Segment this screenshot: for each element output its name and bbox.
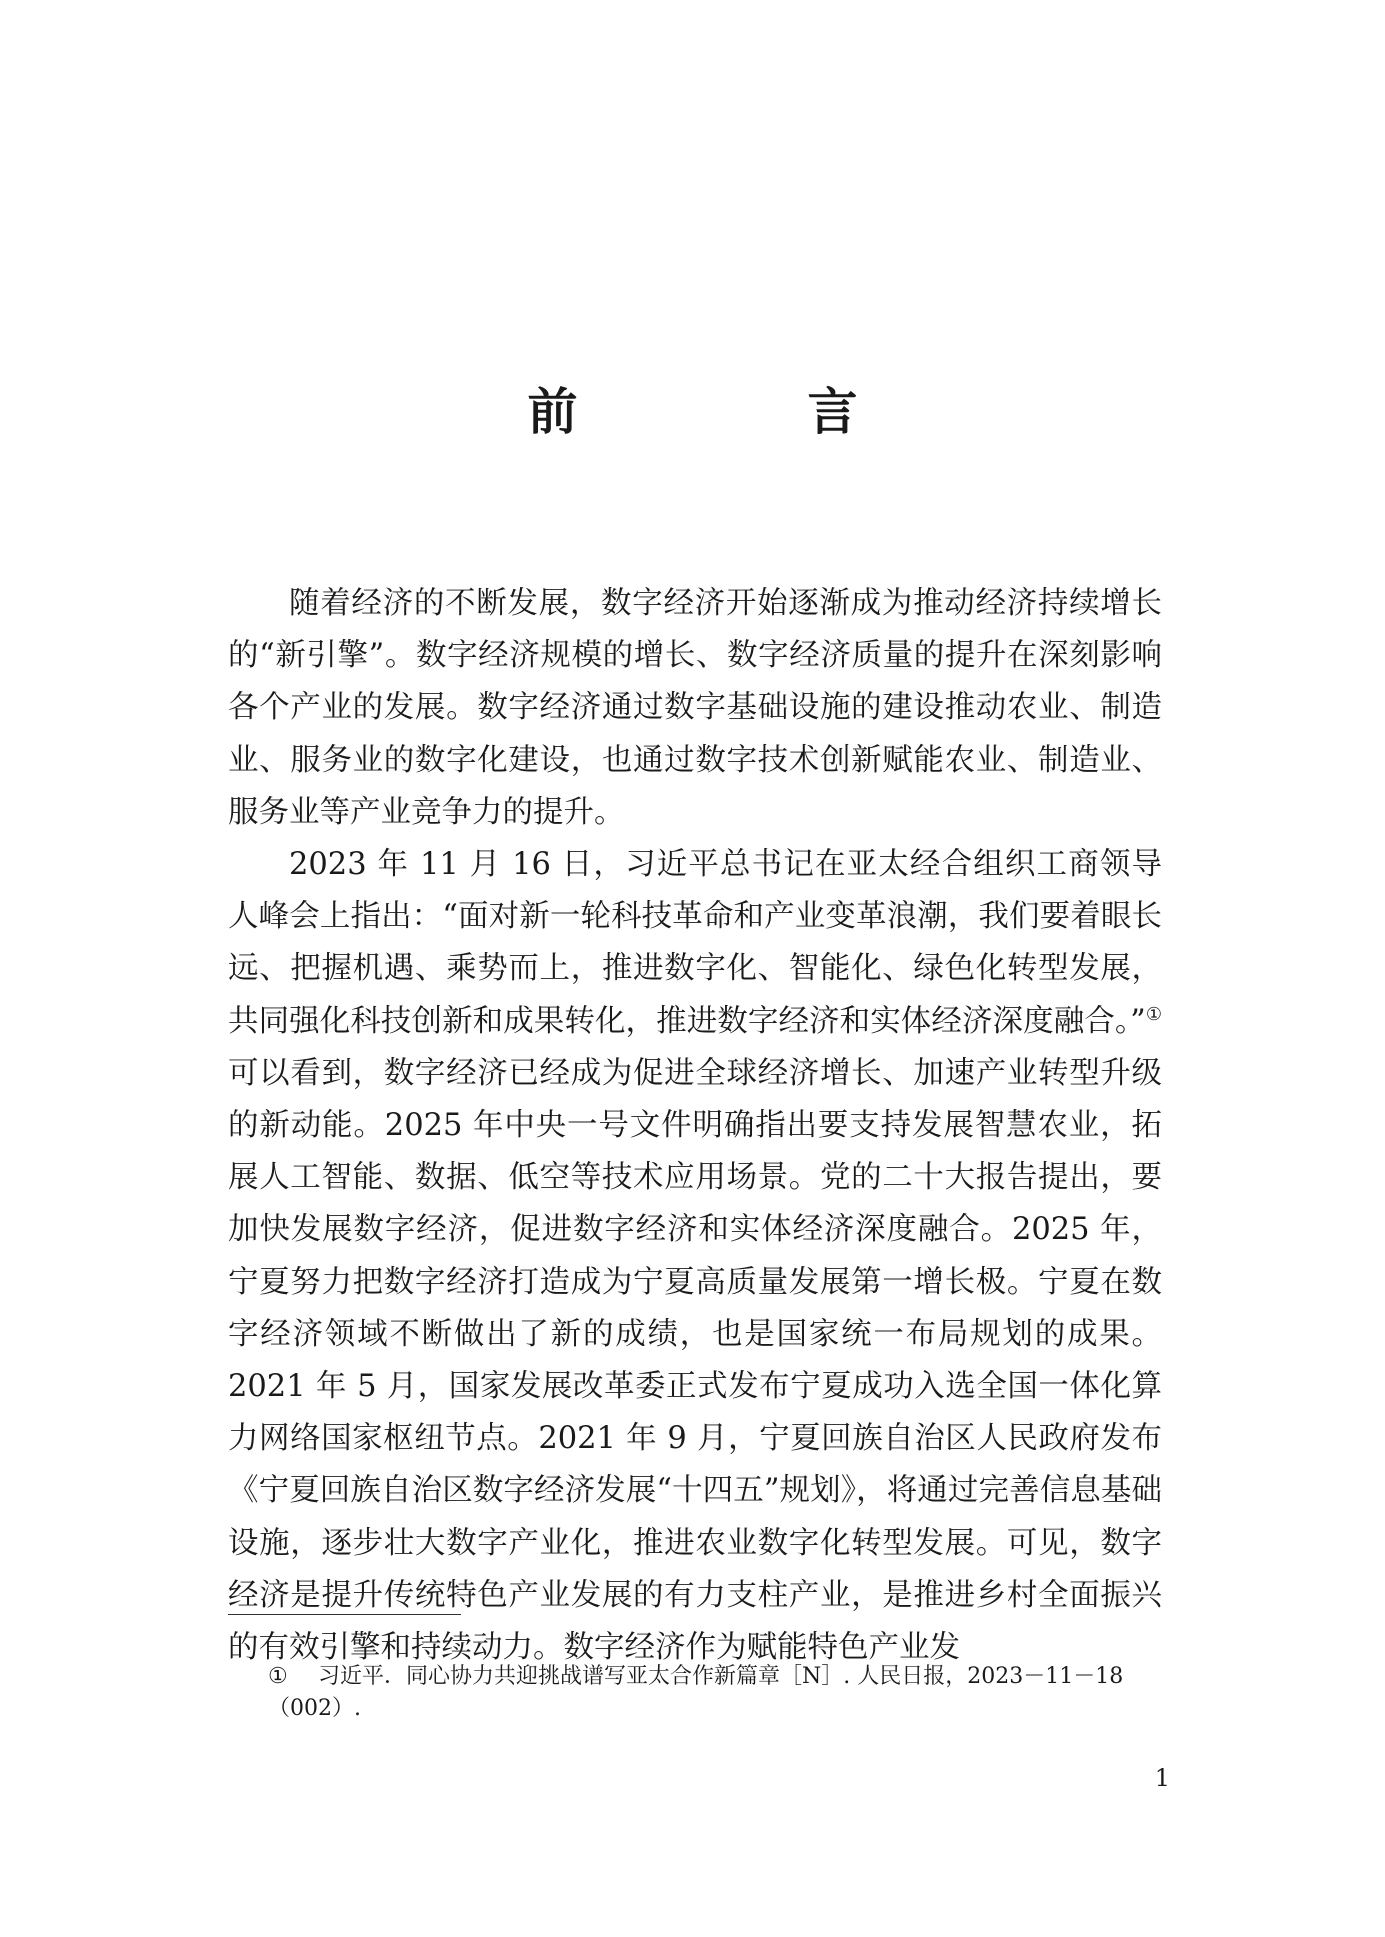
footnote-divider: [228, 1614, 461, 1615]
paragraph-2-part-1: 2023 年 11 月 16 日，习近平总书记在亚太经合组织工商领导人峰会上指出：“面对新一轮科技革命和产业变革浪潮，我们要着眼长远、把握机遇、乘势而上，推进数字化、智能化、绿色化转型发展，共同强化科技创新和成果转化，推进数字经济和实体经济深度融合。”: [228, 847, 1162, 1039]
footnote: [268, 1661, 1168, 1725]
footnote-reference[interactable]: ①: [1145, 1003, 1162, 1025]
page-number: 1: [1154, 1764, 1170, 1792]
footnote-marker: ①: [268, 1664, 288, 1689]
footnote-text: 习近平．同心协力共迎挑战谱写亚太合作新篇章［N］. 人民日报，2023－11－18（002）.: [268, 1664, 1124, 1721]
paragraph-2-part-2: 可以看到，数字经济已经成为促进全球经济增长、加速产业转型升级的新动能。2025 年中央一号文件明确指出要支持发展智慧农业，拓展人工智能、数据、低空等技术应用场景。党的二十大报告提出，要加快发展数字经济，促进数字经济和实体经济深度融合。2025 年，宁夏努力把数字经济打造成为宁夏高质量发展第一增长极。宁夏在数字经济领域不断做出了新的成绩，也是国家统一布局规划的成果。2021 年 5 月，国家发展改革委正式发布宁夏成功入选全国一体化算力网络国家枢纽节点。2021 年 9 月，宁夏回族自治区人民政府发布《宁夏回族自治区数字经济发展“十四五”规划》，将通过完善信息基础设施，逐步壮大数字产业化，推进农业数字化转型发展。可见，数字经济是提升传统特色产业发展的有力支柱产业，是推进乡村全面振兴的有效引擎和持续动力。数字经济作为赋能特色产业发: [228, 1055, 1162, 1666]
paragraph-1: 随着经济的不断发展，数字经济开始逐渐成为推动经济持续增长的“新引擎”。数字经济规模的增长、数字经济质量的提升在深刻影响各个产业的发展。数字经济通过数字基础设施的建设推动农业、制造业、服务业的数字化建设，也通过数字技术创新赋能农业、制造业、服务业等产业竞争力的提升。: [228, 586, 1162, 830]
body-text: [228, 578, 1162, 1674]
page-title: 前 言: [527, 382, 948, 441]
paragraph-2: [228, 839, 1162, 1674]
